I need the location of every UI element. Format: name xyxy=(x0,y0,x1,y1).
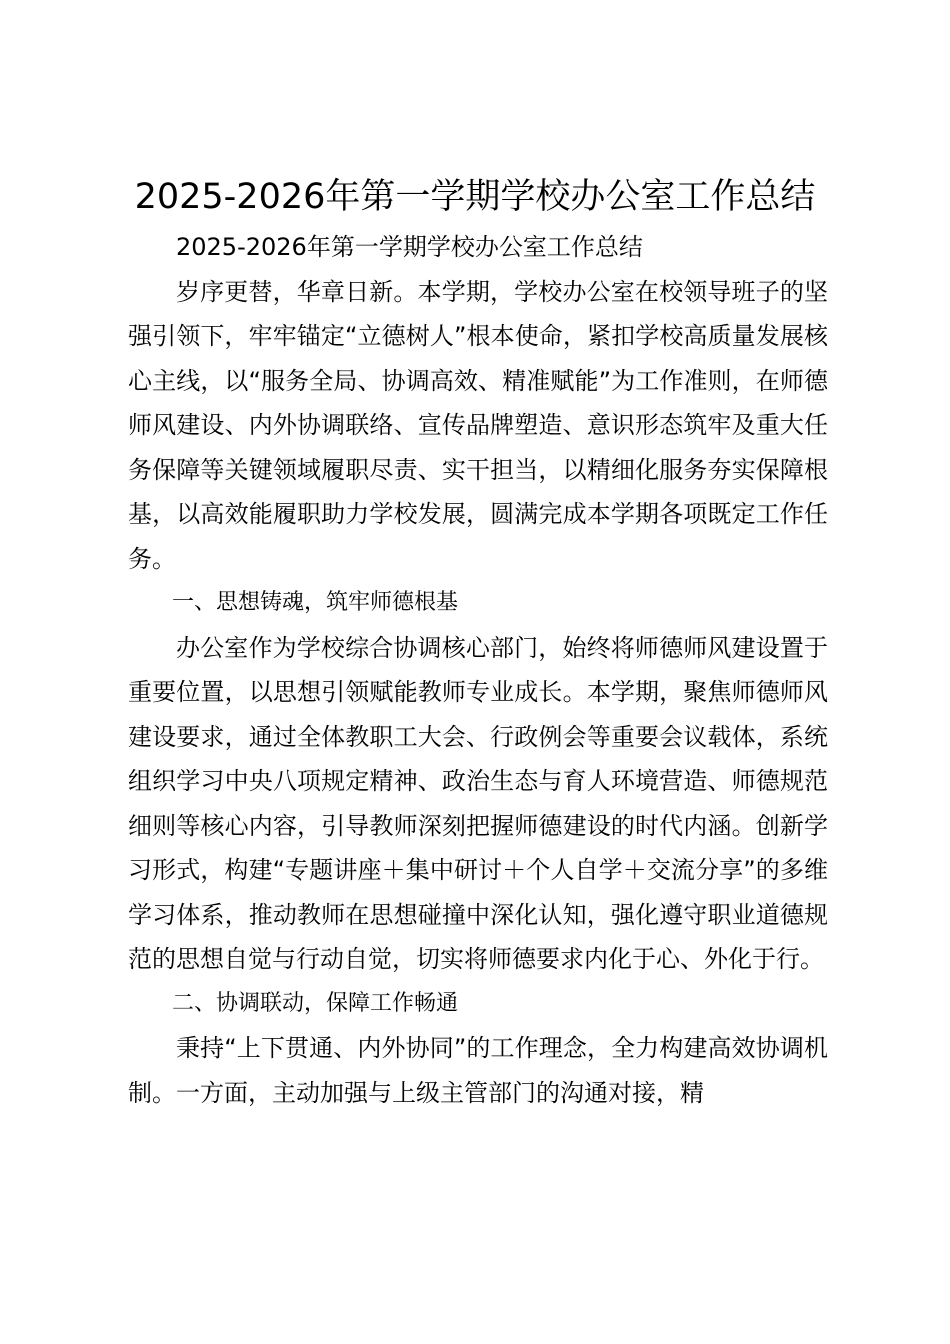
document-subtitle: 2025-2026年第一学期学校办公室工作总结 xyxy=(176,233,643,261)
document-body xyxy=(128,225,828,1115)
section-2-heading: 二、协调联动，保障工作畅通 xyxy=(172,990,459,1016)
section-2-paragraph: 秉持“上下贯通、内外协同”的工作理念，全力构建高效协调机制。一方面，主动加强与上级主管部门的沟通对接，精 xyxy=(128,1034,828,1107)
intro-paragraph: 岁序更替，华章日新。本学期，学校办公室在校领导班子的坚强引领下，牢牢锚定“立德树人”根本使命，紧扣学校高质量发展核心主线，以“服务全局、协调高效、精准赋能”为工作准则，在师德师风建设、内外协调联络、宣传品牌塑造、意识形态筑牢及重大任务保障等关键领域履职尽责、实干担当，以精细化服务夯实保障根基，以高效能履职助力学校发展，圆满完成本学期各项既定工作任务。 xyxy=(128,277,828,573)
document-title: 2025-2026年第一学期学校办公室工作总结 xyxy=(134,177,816,217)
section-1-paragraph: 办公室作为学校综合协调核心部门，始终将师德师风建设置于重要位置，以思想引领赋能教师专业成长。本学期，聚焦师德师风建设要求，通过全体教职工大会、行政例会等重要会议载体，系统组织学习中央八项规定精神、政治生态与育人环境营造、师德规范细则等核心内容，引导教师深刻把握师德建设的时代内涵。创新学习形式，构建“专题讲座＋集中研讨＋个人自学＋交流分享”的多维学习体系，推动教师在思想碰撞中深化认知，强化遵守职业道德规范的思想自觉与行动自觉，切实将师德要求内化于心、外化于行。 xyxy=(128,633,828,973)
section-1-heading: 一、思想铸魂，筑牢师德根基 xyxy=(172,590,459,615)
